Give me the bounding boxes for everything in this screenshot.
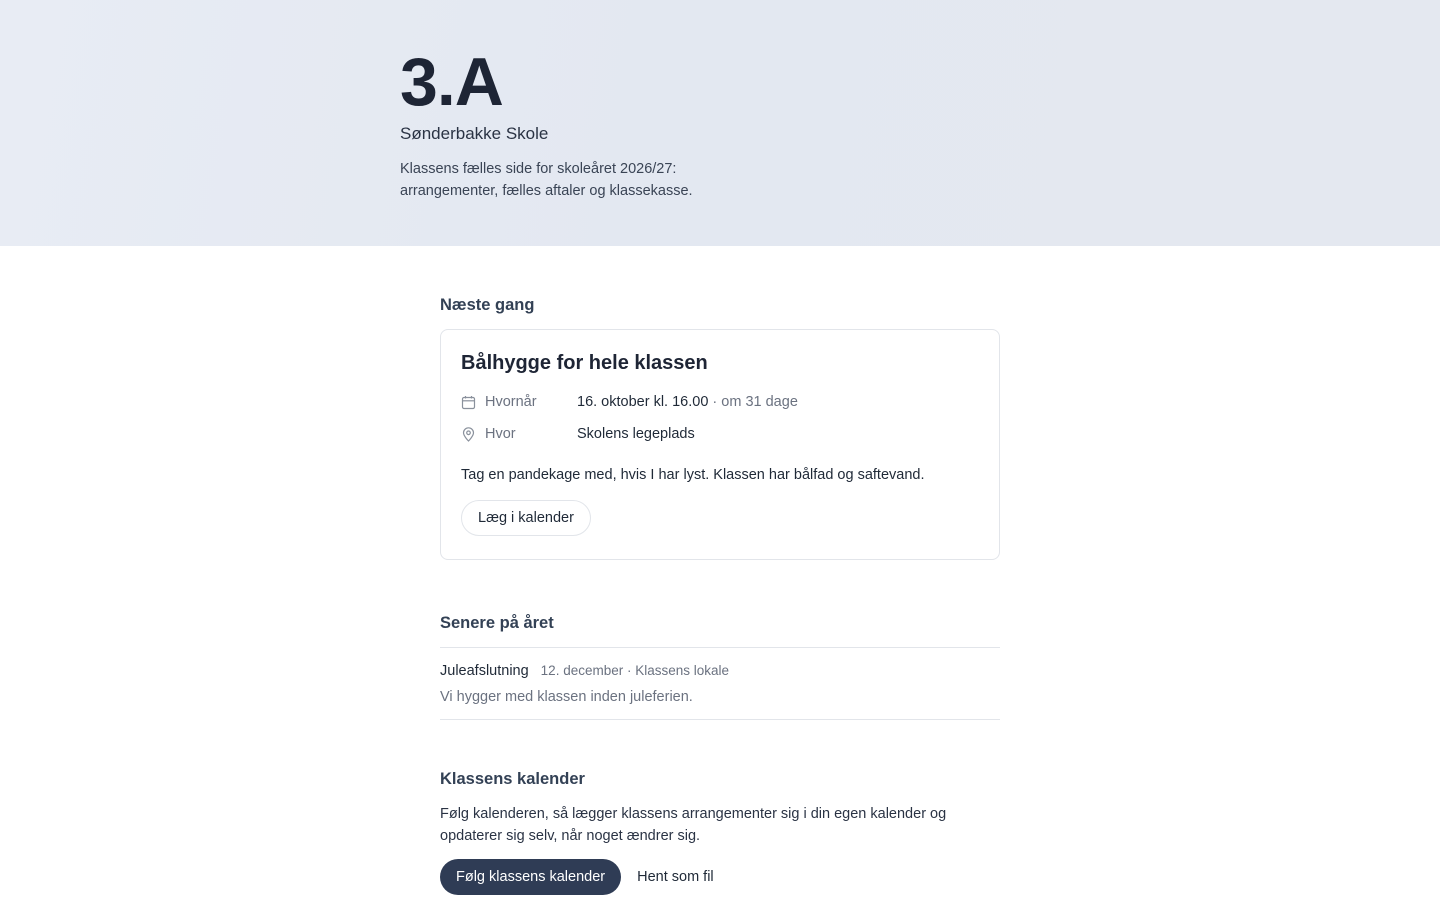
map-pin-icon bbox=[461, 427, 485, 442]
next-event-card bbox=[440, 329, 1000, 560]
event-when-row bbox=[461, 386, 979, 418]
main-content bbox=[440, 246, 1000, 895]
next-event-heading: Næste gang bbox=[440, 296, 535, 314]
hero-banner bbox=[0, 0, 1440, 246]
hero-description-line-2: arrangementer, fælles aftaler og klassekasse. bbox=[400, 183, 693, 199]
later-event-header bbox=[440, 661, 1000, 681]
event-title: Bålhygge for hele klassen bbox=[461, 352, 708, 374]
event-where-label: Hvor bbox=[485, 426, 516, 442]
event-description: Tag en pandekage med, hvis I har lyst. Klassen har bålfad og saftevand. bbox=[461, 467, 925, 483]
calendar-icon bbox=[461, 395, 485, 410]
event-when-label: Hvornår bbox=[485, 394, 537, 410]
later-events-heading: Senere på året bbox=[440, 614, 554, 632]
hero-content bbox=[400, 44, 1000, 202]
later-events-list bbox=[440, 647, 1000, 720]
class-calendar-description: Følg kalenderen, så lægger klassens arrangementer sig i din egen kalender og opdaterer sig selv, når noget ændrer sig. bbox=[440, 806, 947, 844]
event-countdown: · om 31 dage bbox=[708, 394, 798, 410]
add-to-calendar-button[interactable]: Læg i kalender bbox=[461, 500, 591, 536]
hero-description bbox=[400, 158, 730, 202]
hero-description-line-1: Klassens fælles side for skoleåret 2026/27: bbox=[400, 161, 677, 177]
follow-calendar-button[interactable]: Følg klassens kalender bbox=[440, 859, 621, 895]
event-where-row bbox=[461, 418, 979, 450]
event-where-value: Skolens legeplads bbox=[577, 426, 695, 442]
school-name: Sønderbakke Skole bbox=[400, 124, 549, 143]
class-title: 3.A bbox=[400, 44, 503, 120]
event-when-value: 16. oktober kl. 16.00 bbox=[577, 394, 709, 410]
later-event-description: Vi hygger med klassen inden juleferien. bbox=[440, 689, 693, 705]
download-file-link[interactable]: Hent som fil bbox=[637, 869, 714, 885]
class-calendar-heading: Klassens kalender bbox=[440, 770, 585, 788]
later-event-title: Juleafslutning bbox=[440, 663, 529, 679]
list-item bbox=[440, 661, 1000, 707]
later-event-meta: 12. december · Klassens lokale bbox=[540, 663, 730, 678]
calendar-actions bbox=[440, 859, 1000, 895]
